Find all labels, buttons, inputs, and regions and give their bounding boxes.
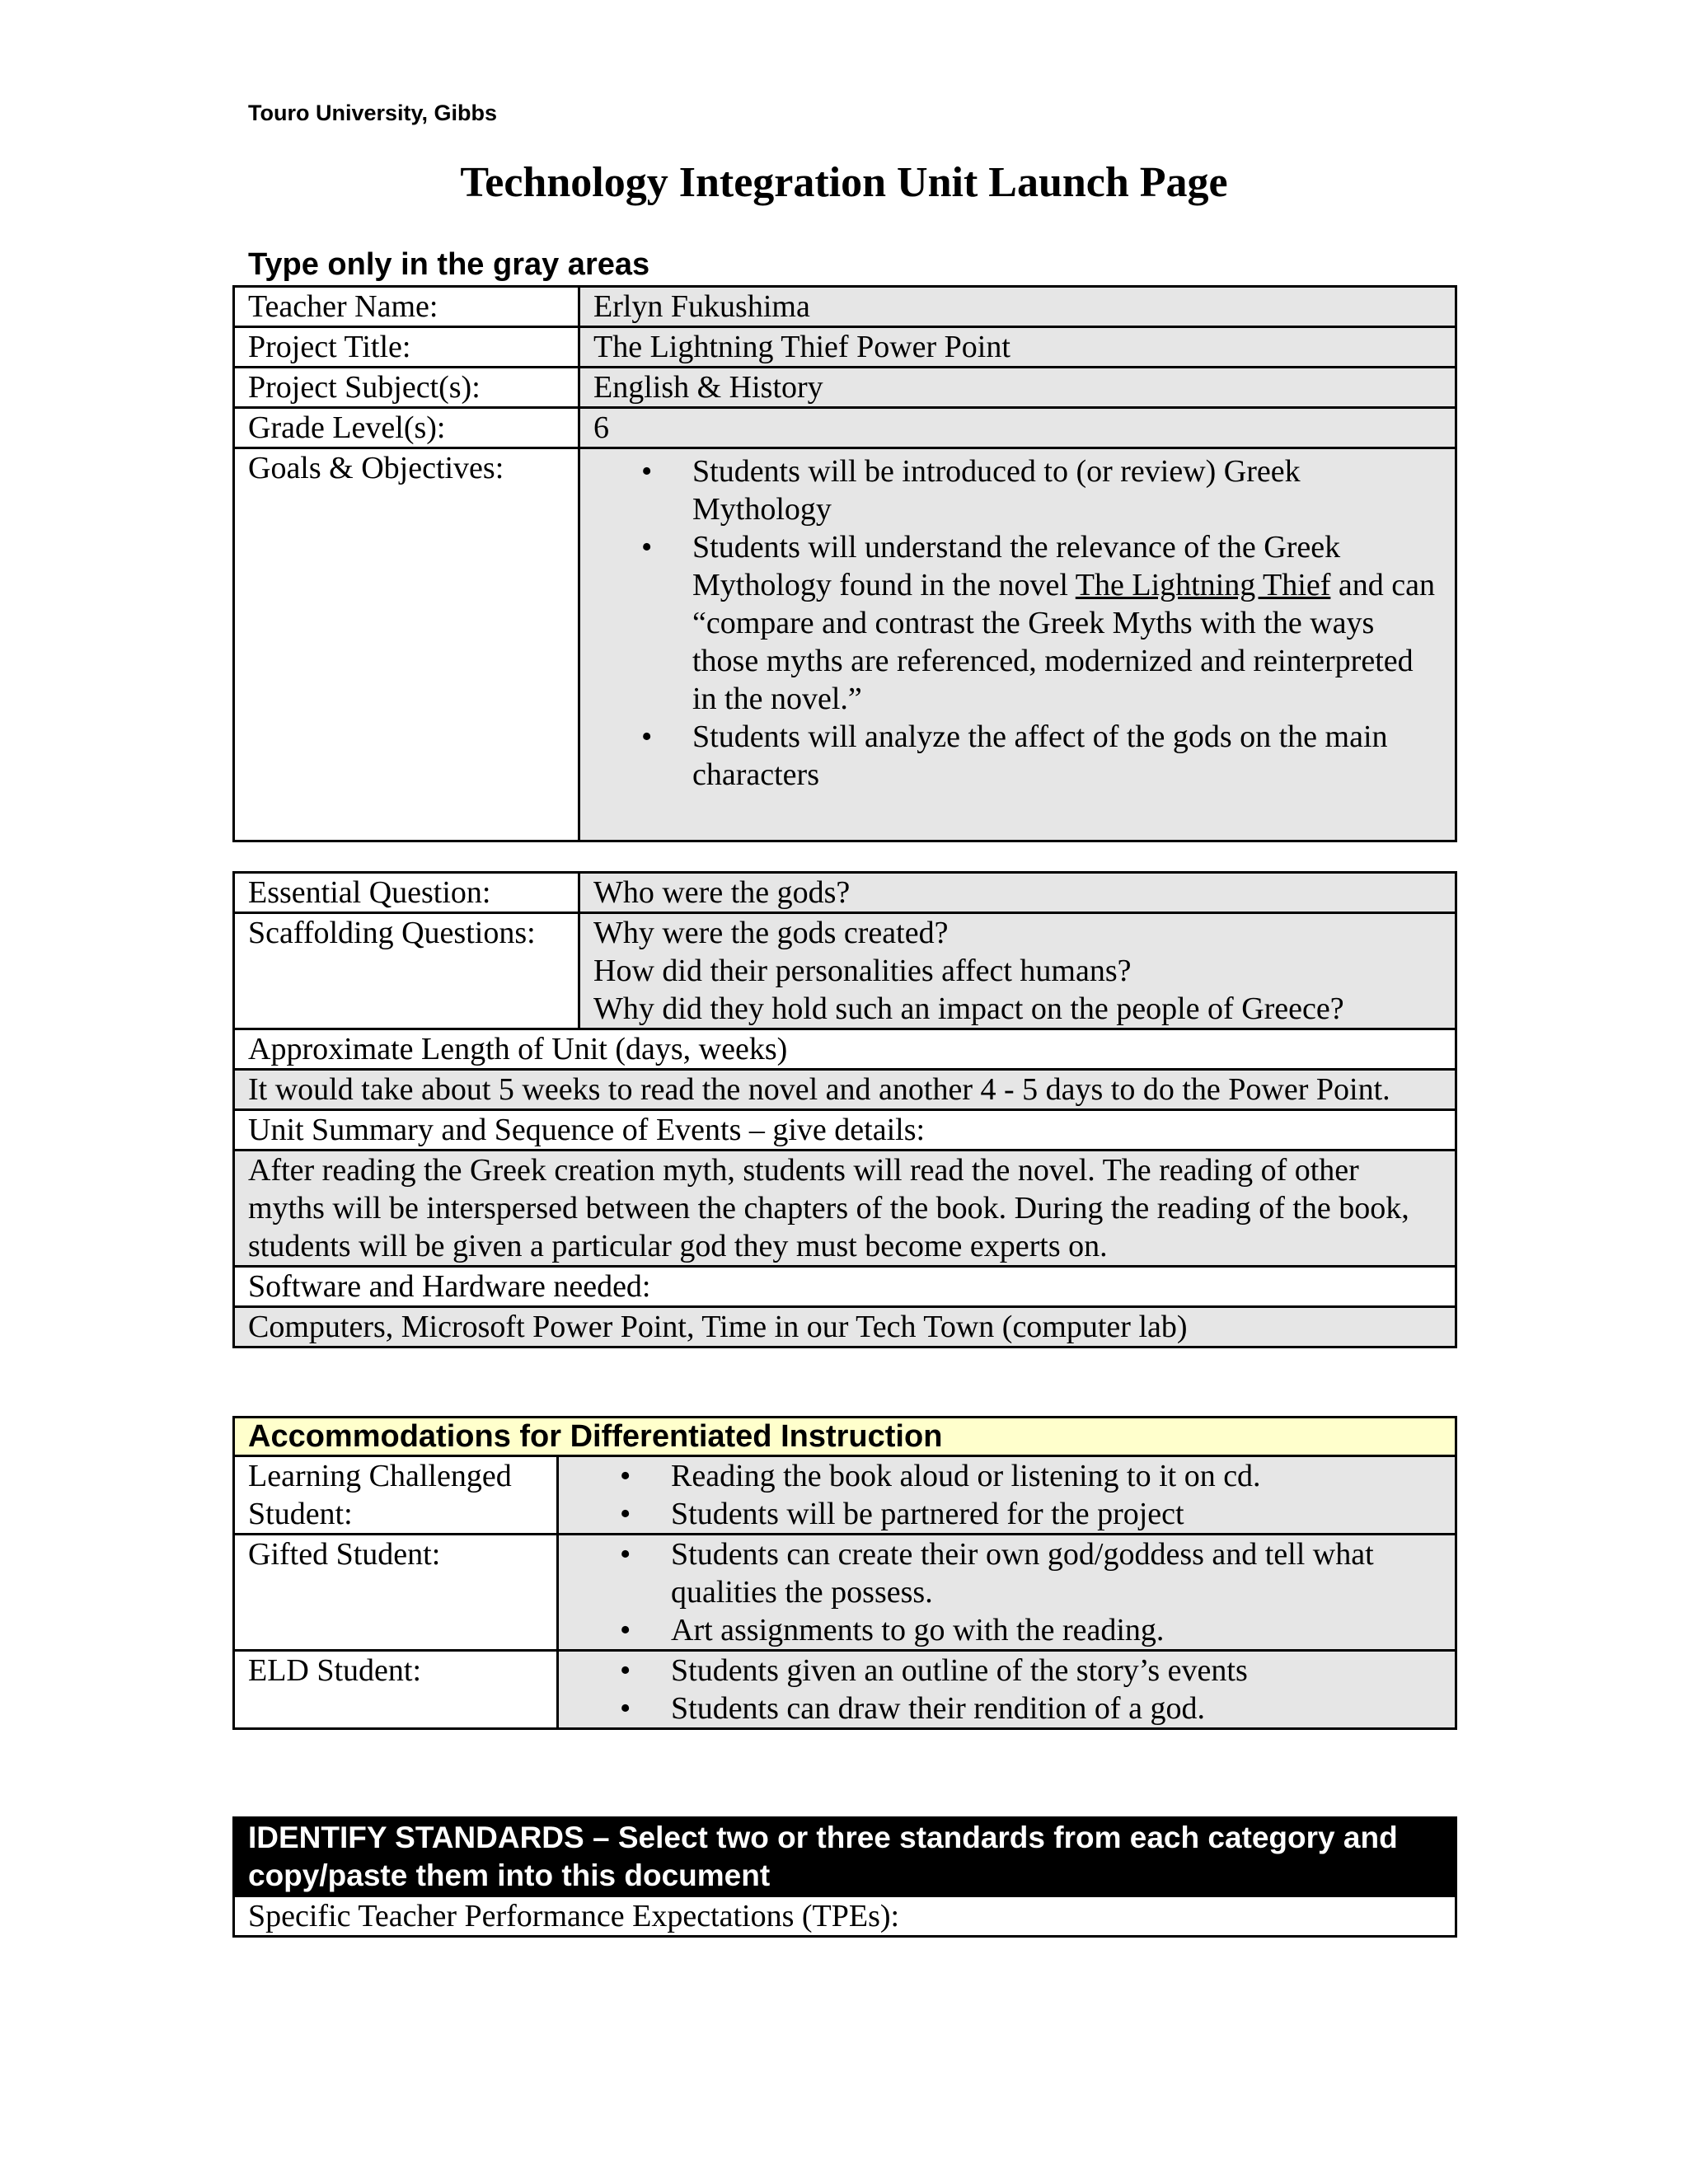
goals-list bbox=[593, 452, 1442, 794]
goals-row bbox=[234, 448, 1456, 841]
teacher-name-field[interactable]: Erlyn Fukushima bbox=[579, 287, 1456, 327]
accommodations-heading: Accommodations for Differentiated Instruction bbox=[234, 1418, 1456, 1456]
gifted-student-field[interactable] bbox=[558, 1535, 1456, 1651]
software-label: Software and Hardware needed: bbox=[234, 1267, 1456, 1307]
standards-heading-row bbox=[234, 1818, 1456, 1896]
standards-heading: IDENTIFY STANDARDS – Select two or three standards from each category and copy/paste them into this document bbox=[234, 1818, 1456, 1896]
goal-item: • Students will analyze the affect of the gods on the main characters bbox=[692, 718, 1442, 794]
software-field[interactable]: Computers, Microsoft Power Point, Time in our Tech Town (computer lab) bbox=[234, 1307, 1456, 1347]
tpe-row bbox=[234, 1896, 1456, 1937]
scaffolding-question: Why did they hold such an impact on the people of Greece? bbox=[593, 991, 1344, 1026]
accommodations-table bbox=[232, 1416, 1457, 1730]
grade-level-row bbox=[234, 408, 1456, 448]
unit-length-label-row bbox=[234, 1029, 1456, 1070]
accommodation-row bbox=[234, 1651, 1456, 1729]
book-title: The Lightning Thief bbox=[1075, 568, 1331, 602]
project-title-row bbox=[234, 327, 1456, 368]
learning-challenged-label: Learning Challenged Student: bbox=[234, 1456, 558, 1535]
software-row bbox=[234, 1307, 1456, 1347]
project-subjects-field[interactable]: English & History bbox=[579, 368, 1456, 408]
accommodation-item: • Reading the book aloud or listening to it on cd. bbox=[671, 1457, 1442, 1495]
institution-header: Touro University, Gibbs bbox=[248, 101, 498, 125]
accommodation-list bbox=[572, 1652, 1442, 1727]
eld-student-label: ELD Student: bbox=[234, 1651, 558, 1729]
goal-item: • Students will understand the relevance of the Greek Mythology found in the novel The Lightning Thief and can “compare and contrast the Greek Myths with the ways those myths are referenced, modernized and reinterpreted in the novel.” bbox=[692, 528, 1442, 718]
scaffolding-questions-label: Scaffolding Questions: bbox=[234, 913, 579, 1029]
accommodations-heading-row bbox=[234, 1418, 1456, 1456]
scaffolding-questions-row bbox=[234, 913, 1456, 1029]
scaffolding-question: Why were the gods created? bbox=[593, 916, 949, 950]
project-subjects-row bbox=[234, 368, 1456, 408]
standards-table bbox=[232, 1816, 1457, 1938]
grade-level-label: Grade Level(s): bbox=[234, 408, 579, 448]
accommodation-item: • Art assignments to go with the reading. bbox=[671, 1611, 1442, 1649]
essential-question-label: Essential Question: bbox=[234, 873, 579, 913]
goals-field[interactable] bbox=[579, 448, 1456, 841]
gifted-student-label: Gifted Student: bbox=[234, 1535, 558, 1651]
instruction-text: Type only in the gray areas bbox=[248, 247, 650, 282]
accommodation-list bbox=[572, 1535, 1442, 1649]
software-label-row bbox=[234, 1267, 1456, 1307]
scaffolding-question: How did their personalities affect humans? bbox=[593, 954, 1132, 988]
unit-length-row bbox=[234, 1070, 1456, 1110]
unit-summary-label: Unit Summary and Sequence of Events – give details: bbox=[234, 1110, 1456, 1151]
unit-summary-field[interactable]: After reading the Greek creation myth, students will read the novel. The reading of other myths will be interspersed between the chapters of the book. During the reading of the book, students will be given a particular god they must become experts on. bbox=[234, 1151, 1456, 1267]
eld-student-field[interactable] bbox=[558, 1651, 1456, 1729]
project-info-table bbox=[232, 285, 1457, 842]
scaffolding-questions-field[interactable] bbox=[579, 913, 1456, 1029]
unit-summary-label-row bbox=[234, 1110, 1456, 1151]
unit-details-table bbox=[232, 871, 1457, 1348]
learning-challenged-field[interactable] bbox=[558, 1456, 1456, 1535]
accommodation-row bbox=[234, 1456, 1456, 1535]
essential-question-field[interactable]: Who were the gods? bbox=[579, 873, 1456, 913]
project-title-field[interactable]: The Lightning Thief Power Point bbox=[579, 327, 1456, 368]
accommodation-item: • Students given an outline of the story’s events bbox=[671, 1652, 1442, 1690]
accommodation-list bbox=[572, 1457, 1442, 1533]
grade-level-field[interactable]: 6 bbox=[579, 408, 1456, 448]
goal-item: • Students will be introduced to (or review) Greek Mythology bbox=[692, 452, 1442, 528]
teacher-name-label: Teacher Name: bbox=[234, 287, 579, 327]
teacher-name-row bbox=[234, 287, 1456, 327]
accommodation-item: • Students can draw their rendition of a god. bbox=[671, 1690, 1442, 1727]
unit-length-label: Approximate Length of Unit (days, weeks) bbox=[234, 1029, 1456, 1070]
goals-label: Goals & Objectives: bbox=[234, 448, 579, 841]
accommodation-item: • Students will be partnered for the project bbox=[671, 1495, 1442, 1533]
essential-question-row bbox=[234, 873, 1456, 913]
accommodation-row bbox=[234, 1535, 1456, 1651]
project-title-label: Project Title: bbox=[234, 327, 579, 368]
tpe-label: Specific Teacher Performance Expectations (TPEs): bbox=[234, 1896, 1456, 1937]
project-subjects-label: Project Subject(s): bbox=[234, 368, 579, 408]
page-title: Technology Integration Unit Launch Page bbox=[460, 159, 1228, 206]
accommodation-item: • Students can create their own god/goddess and tell what qualities the possess. bbox=[671, 1535, 1442, 1611]
unit-summary-row bbox=[234, 1151, 1456, 1267]
unit-length-field[interactable]: It would take about 5 weeks to read the novel and another 4 - 5 days to do the Power Point. bbox=[234, 1070, 1456, 1110]
